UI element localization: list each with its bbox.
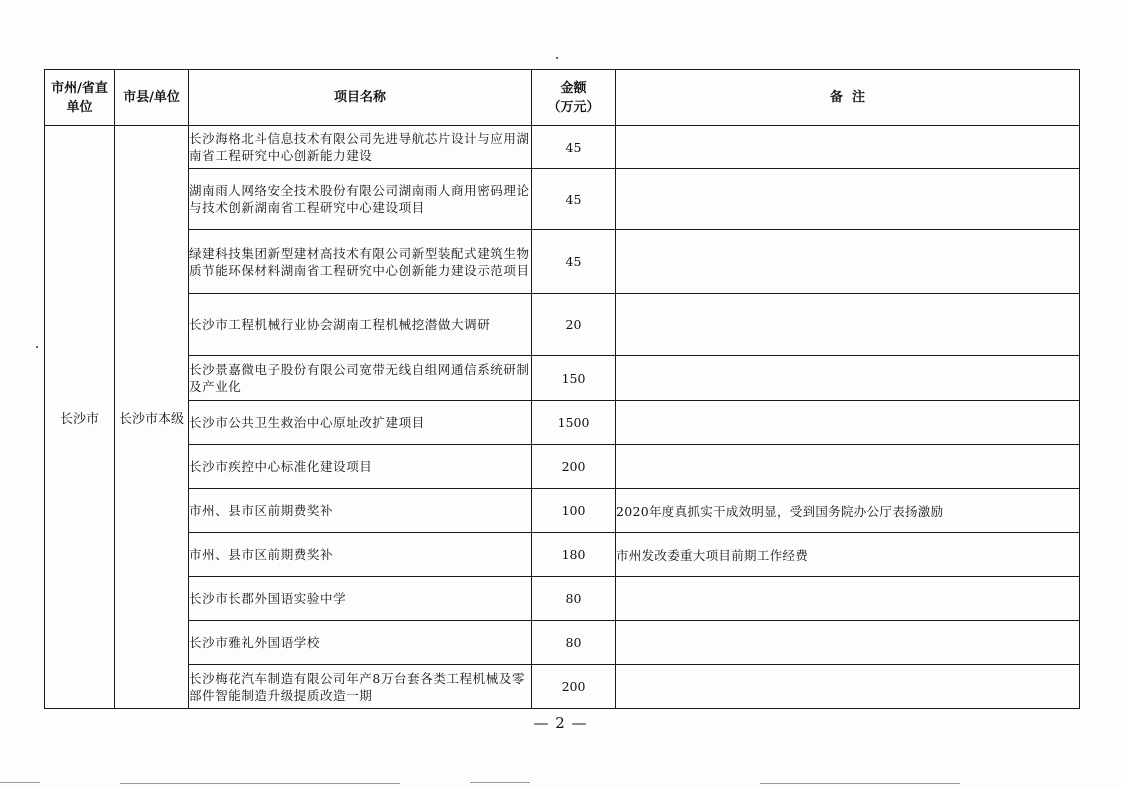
table-row (45, 294, 1080, 356)
project-name: 长沙市长郡外国语实验中学 (189, 577, 532, 621)
table-row (45, 533, 1080, 577)
table-row (45, 230, 1080, 294)
table-row (45, 577, 1080, 621)
scan-edge-mark (760, 783, 960, 784)
project-note (616, 294, 1080, 356)
project-note (616, 169, 1080, 230)
project-amount: 100 (532, 489, 616, 533)
project-note (616, 445, 1080, 489)
project-note: 市州发改委重大项目前期工作经费 (616, 533, 1080, 577)
project-name: 长沙市公共卫生救治中心原址改扩建项目 (189, 401, 532, 445)
project-amount: 45 (532, 230, 616, 294)
scan-edge-mark (0, 782, 40, 783)
project-amount: 80 (532, 577, 616, 621)
table-row (45, 356, 1080, 401)
city-cell: 长沙市 (45, 126, 115, 709)
table-row (45, 445, 1080, 489)
project-name: 长沙市疾控中心标准化建设项目 (189, 445, 532, 489)
project-name: 市州、县市区前期费奖补 (189, 533, 532, 577)
scan-speck (36, 346, 38, 348)
funding-table (44, 69, 1080, 709)
project-name: 湖南雨人网络安全技术股份有限公司湖南雨人商用密码理论与技术创新湖南省工程研究中心建设项目 (189, 169, 532, 230)
project-name: 绿建科技集团新型建材高技术有限公司新型装配式建筑生物质节能环保材料湖南省工程研究中心创新能力建设示范项目 (189, 230, 532, 294)
project-name: 长沙梅花汽车制造有限公司年产8万台套各类工程机械及零部件智能制造升级提质改造一期 (189, 665, 532, 709)
header-row (45, 70, 1080, 126)
project-name: 长沙市工程机械行业协会湖南工程机械挖潜做大调研 (189, 294, 532, 356)
county-cell: 长沙市本级 (115, 126, 189, 709)
project-amount: 1500 (532, 401, 616, 445)
table-row (45, 621, 1080, 665)
project-amount: 200 (532, 445, 616, 489)
table-row (45, 665, 1080, 709)
table-row (45, 401, 1080, 445)
header-city: 市州/省直 单位 (45, 70, 115, 126)
project-note (616, 577, 1080, 621)
scan-speck (556, 57, 558, 59)
project-amount: 45 (532, 126, 616, 169)
header-county: 市县/单位 (115, 70, 189, 126)
header-amount: 金额 （万元） (532, 70, 616, 126)
project-amount: 180 (532, 533, 616, 577)
project-note: 2020年度真抓实干成效明显，受到国务院办公厅表扬激励 (616, 489, 1080, 533)
project-amount: 80 (532, 621, 616, 665)
scan-edge-mark (470, 782, 530, 783)
project-note (616, 665, 1080, 709)
project-name: 长沙市雅礼外国语学校 (189, 621, 532, 665)
header-note: 备 注 (616, 70, 1080, 126)
project-name: 市州、县市区前期费奖补 (189, 489, 532, 533)
project-amount: 200 (532, 665, 616, 709)
table-row (45, 489, 1080, 533)
page-number: — 2 — (533, 714, 588, 732)
project-amount: 150 (532, 356, 616, 401)
project-note (616, 230, 1080, 294)
table-row (45, 169, 1080, 230)
project-note (616, 621, 1080, 665)
table-row (45, 126, 1080, 169)
project-name: 长沙海格北斗信息技术有限公司先进导航芯片设计与应用湖南省工程研究中心创新能力建设 (189, 126, 532, 169)
header-project: 项目名称 (189, 70, 532, 126)
project-amount: 45 (532, 169, 616, 230)
scan-edge-mark (120, 783, 400, 784)
project-note (616, 401, 1080, 445)
project-note (616, 356, 1080, 401)
project-note (616, 126, 1080, 169)
project-amount: 20 (532, 294, 616, 356)
project-name: 长沙景嘉微电子股份有限公司宽带无线自组网通信系统研制及产业化 (189, 356, 532, 401)
